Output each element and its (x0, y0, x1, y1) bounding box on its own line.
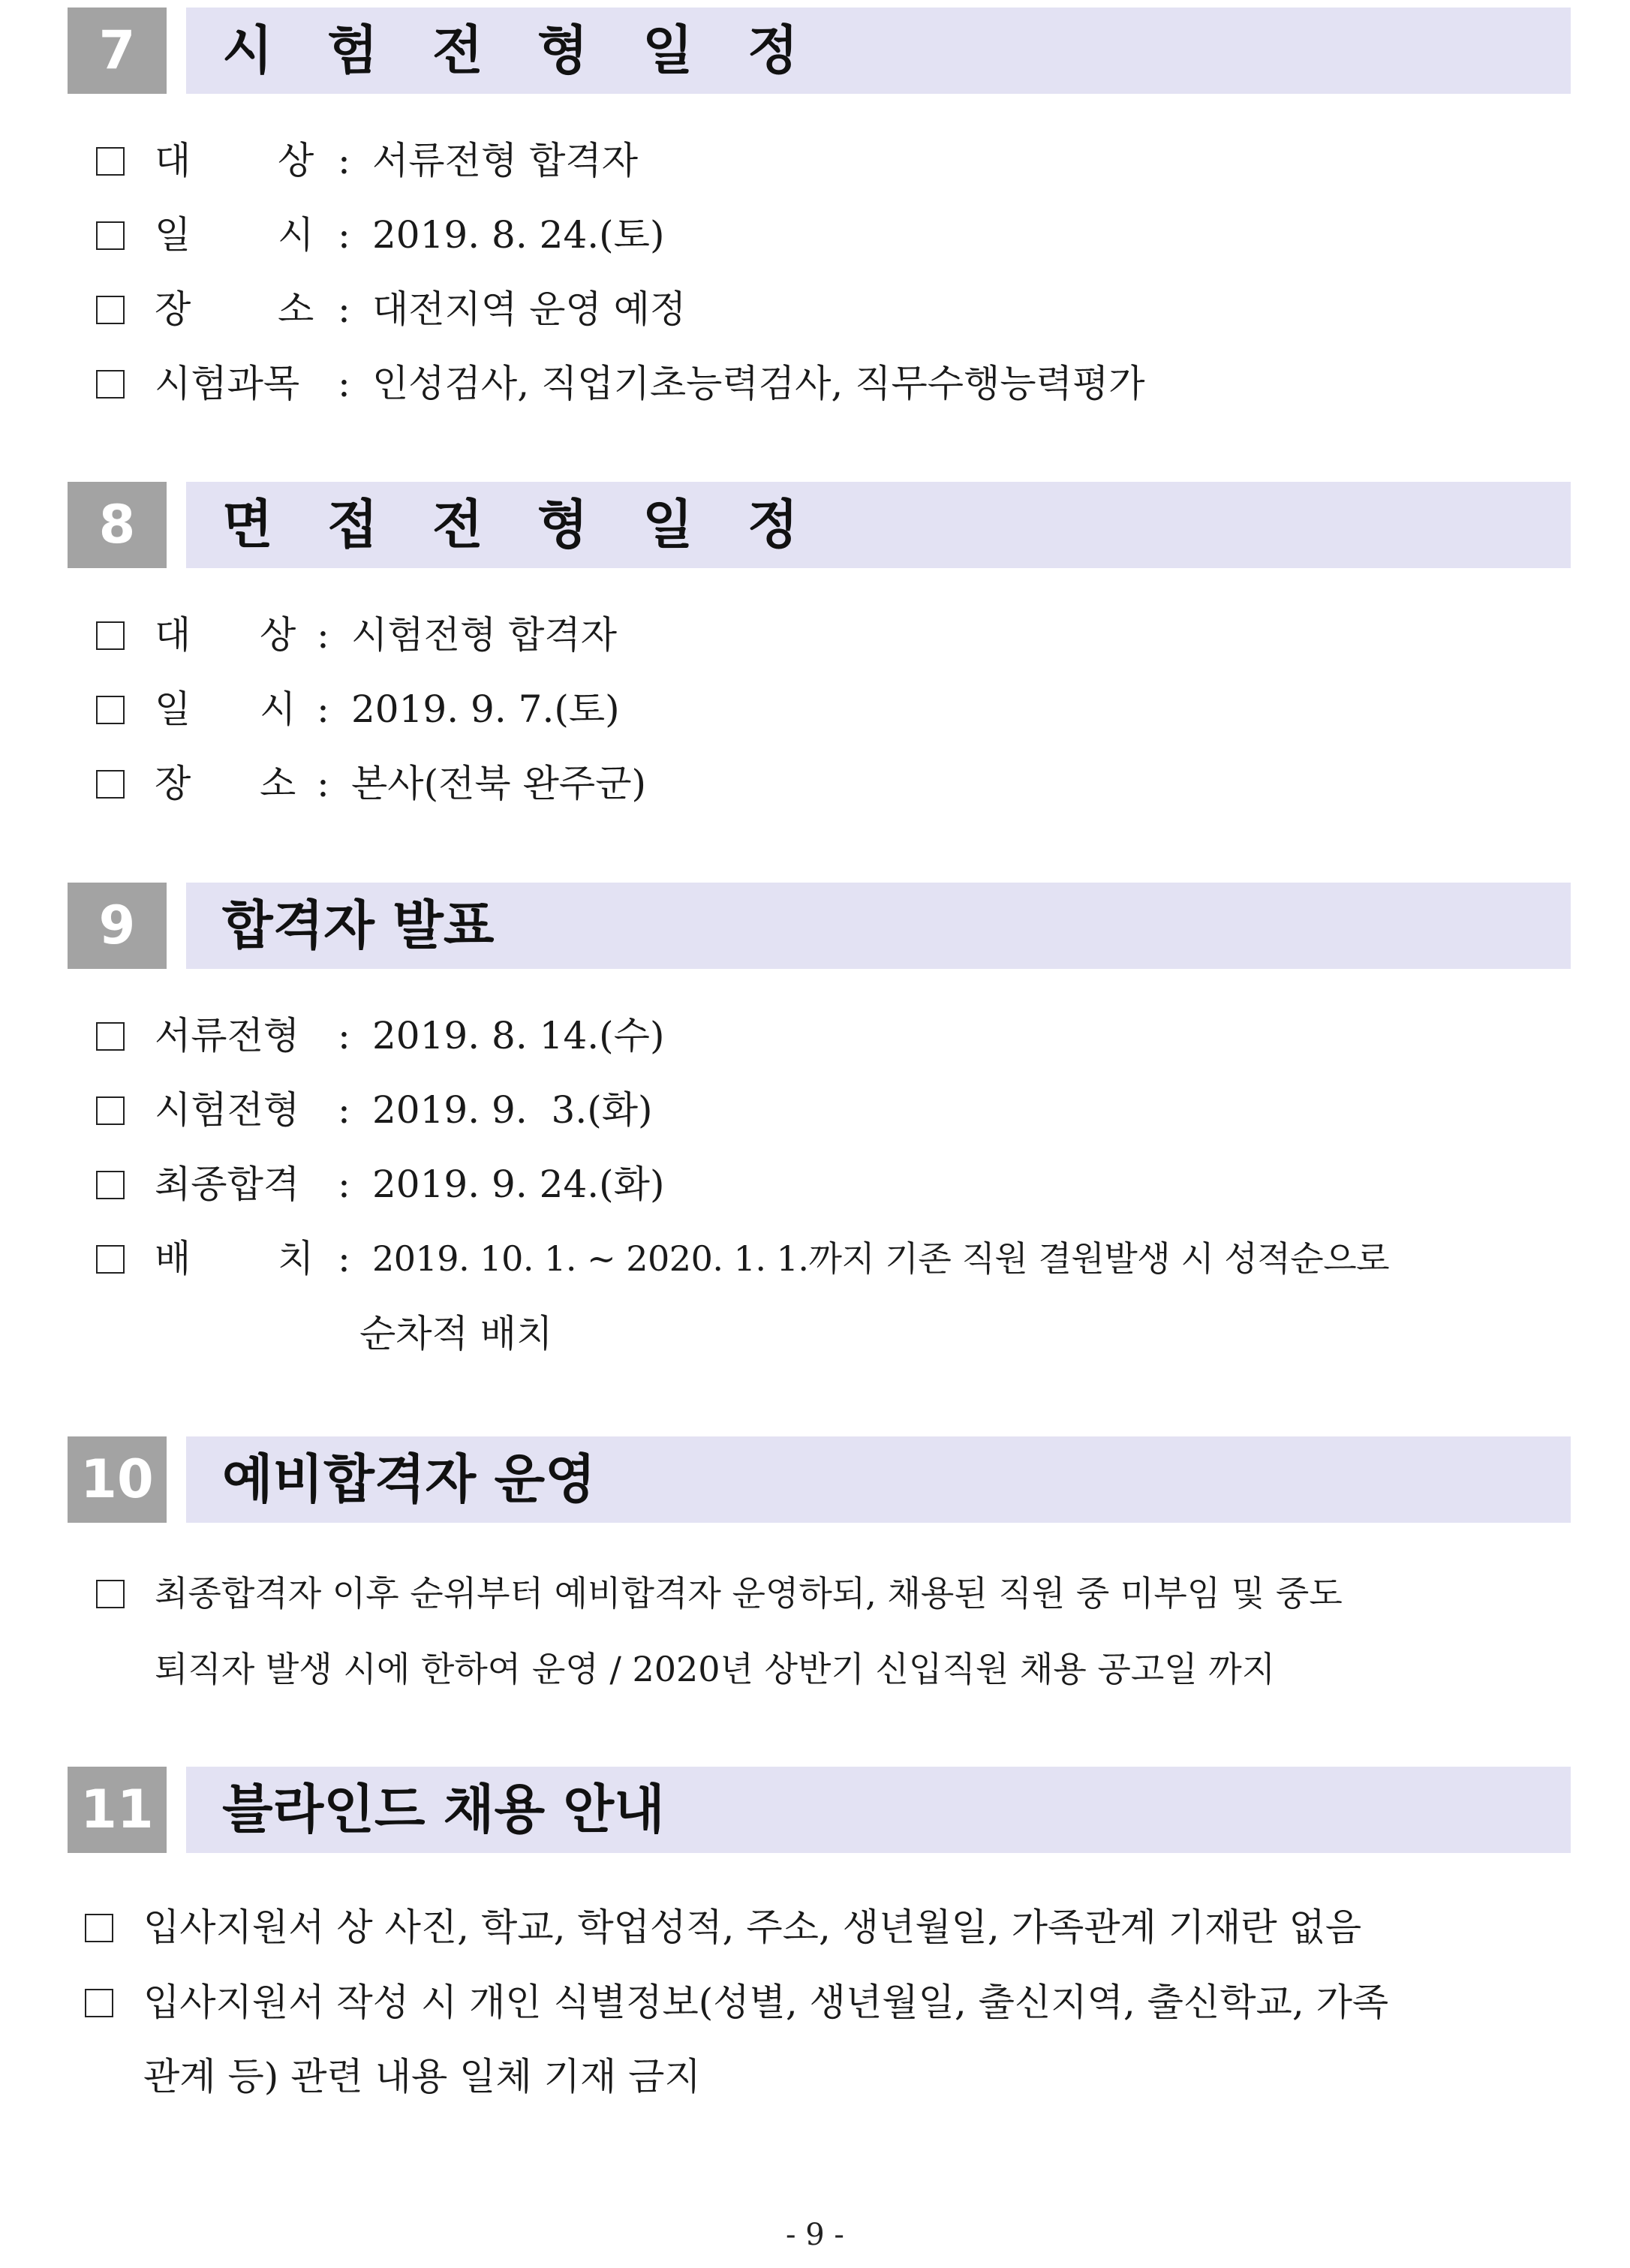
item-label: 서류전형 (155, 1014, 300, 1057)
item-value: 대전지역 운영 예정 (372, 287, 687, 331)
section-11-header (68, 1767, 1571, 1853)
item-label-end: 상 (260, 613, 296, 657)
checkbox-square-icon (96, 370, 125, 399)
item-label-end: 소 (278, 287, 314, 331)
section-title-bar (186, 482, 1571, 568)
section-number: 8 (68, 482, 167, 568)
checkbox-square-icon (96, 696, 125, 724)
page-number: - 9 - (786, 2218, 844, 2252)
item-value: 2019. 9. 7.(토) (351, 687, 620, 731)
item-label: 대 (155, 613, 191, 657)
checkbox-square-icon (96, 1171, 125, 1199)
checkbox-square-icon (96, 221, 125, 250)
colon: : (338, 1088, 350, 1132)
colon: : (338, 362, 350, 405)
checkbox-square-icon (85, 1989, 113, 2017)
item-value: 2019. 8. 24.(토) (372, 213, 665, 257)
colon: : (317, 613, 329, 657)
item-value: 2019. 8. 14.(수) (372, 1014, 665, 1057)
section-number: 10 (68, 1436, 167, 1523)
checkbox-square-icon (96, 1096, 125, 1125)
item-continuation: 순차적 배치 (359, 1312, 553, 1355)
item-label: 시험전형 (155, 1088, 300, 1132)
section-title: 예비합격자 운영 (222, 1448, 596, 1510)
section-title-bar (186, 1767, 1571, 1853)
item-text: 최종합격자 이후 순위부터 예비합격자 운영하되, 채용된 직원 중 미부임 및 중도 (155, 1573, 1343, 1614)
colon: : (338, 1163, 350, 1206)
section-10-header (68, 1436, 1571, 1523)
item-label-end: 시 (278, 213, 314, 257)
section-7-header (68, 8, 1571, 94)
item-value: 본사(전북 완주군) (351, 762, 647, 805)
section-8-header (68, 482, 1571, 568)
item-value: 2019. 9. 24.(화) (372, 1163, 665, 1206)
colon: : (338, 1014, 350, 1057)
section-number: 11 (68, 1767, 167, 1853)
item-label-end: 소 (260, 762, 296, 805)
item-value: 2019. 9. 3.(화) (372, 1088, 653, 1132)
item-text: 입사지원서 상 사진, 학교, 학업성적, 주소, 생년월일, 가족관계 기재란 없음 (143, 1906, 1362, 1949)
colon: : (317, 762, 329, 805)
checkbox-square-icon (85, 1914, 113, 1942)
item-value: 2019. 10. 1. ~ 2020. 1. 1.까지 기존 직원 결원발생 시 성적순으로 (372, 1238, 1390, 1279)
item-value: 인성검사, 직업기초능력검사, 직무수행능력평가 (372, 362, 1145, 405)
section-title-bar (186, 1436, 1571, 1523)
checkbox-square-icon (96, 621, 125, 650)
item-label: 장 (155, 762, 191, 805)
colon: : (338, 1237, 350, 1280)
section-number: 7 (68, 8, 167, 94)
item-continuation: 퇴직자 발생 시에 한하여 운영 / 2020년 상반기 신입직원 채용 공고일 까지 (155, 1649, 1276, 1689)
item-value: 서류전형 합격자 (372, 139, 638, 182)
section-title: 블라인드 채용 안내 (222, 1779, 665, 1840)
section-title: 합격자 발표 (222, 895, 495, 956)
item-label: 일 (155, 687, 191, 731)
item-label: 시험과목 (155, 362, 300, 405)
item-label: 일 (155, 213, 191, 257)
item-label: 최종합격 (155, 1163, 300, 1206)
checkbox-square-icon (96, 147, 125, 176)
checkbox-square-icon (96, 1022, 125, 1051)
colon: : (338, 213, 350, 257)
checkbox-square-icon (96, 1245, 125, 1274)
section-9-header (68, 883, 1571, 969)
item-label: 장 (155, 287, 191, 331)
section-title-bar (186, 883, 1571, 969)
item-label: 대 (155, 139, 191, 182)
item-label: 배 (155, 1237, 191, 1280)
item-label-end: 상 (278, 139, 314, 182)
item-label-end: 치 (278, 1237, 314, 1280)
colon: : (338, 287, 350, 331)
item-text: 입사지원서 작성 시 개인 식별정보(성별, 생년월일, 출신지역, 출신학교, 가족 (143, 1981, 1389, 2024)
item-value: 시험전형 합격자 (351, 613, 617, 657)
section-number: 9 (68, 883, 167, 969)
checkbox-square-icon (96, 296, 125, 324)
item-continuation: 관계 등) 관련 내용 일체 기재 금지 (143, 2055, 701, 2098)
checkbox-square-icon (96, 770, 125, 799)
section-title: 시 험 전 형 일 정 (222, 20, 817, 81)
colon: : (317, 687, 329, 731)
section-title: 면 접 전 형 일 정 (222, 494, 817, 555)
item-label-end: 시 (260, 687, 296, 731)
section-title-bar (186, 8, 1571, 94)
colon: : (338, 139, 350, 182)
checkbox-square-icon (96, 1580, 125, 1608)
